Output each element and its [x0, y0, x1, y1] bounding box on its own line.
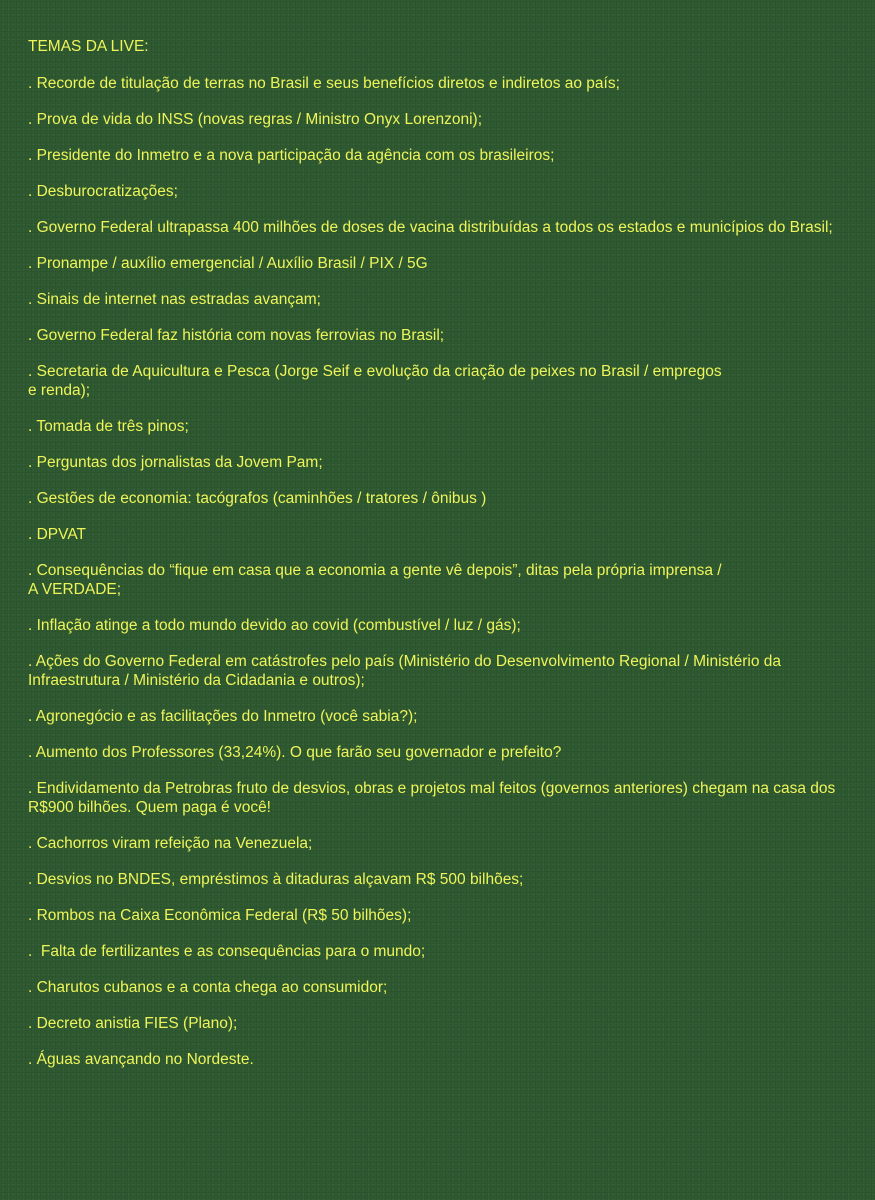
topic-item: . Desburocratizações;: [28, 183, 178, 200]
topic-item: . Ações do Governo Federal em catástrofes pelo país (Ministério do Desenvolvimento Regional / Ministério da Infraestrutura / Ministério da Cidadania e outros);: [28, 653, 786, 689]
topic-item: . Tomada de três pinos;: [28, 418, 189, 435]
topic-item: . Agronegócio e as facilitações do Inmetro (você sabia?);: [28, 708, 418, 725]
topic-item: . Recorde de titulação de terras no Brasil e seus benefícios diretos e indiretos ao país;: [28, 75, 620, 92]
topic-item: . DPVAT: [28, 526, 86, 543]
topic-item: . Decreto anistia FIES (Plano);: [28, 1015, 238, 1032]
topic-item: . Prova de vida do INSS (novas regras / Ministro Onyx Lorenzoni);: [28, 111, 483, 128]
topic-item: . Falta de fertilizantes e as consequências para o mundo;: [28, 943, 426, 960]
document-title: TEMAS DA LIVE:: [28, 38, 149, 55]
topic-item: . Governo Federal faz história com novas ferrovias no Brasil;: [28, 327, 445, 344]
topic-item: . Gestões de economia: tacógrafos (caminhões / tratores / ônibus ): [28, 490, 487, 507]
topic-item: . Pronampe / auxílio emergencial / Auxílio Brasil / PIX / 5G: [28, 255, 428, 272]
topic-item: . Secretaria de Aquicultura e Pesca (Jorge Seif e evolução da criação de peixes no Brasil / empregos e renda);: [28, 363, 722, 399]
topic-item: . Cachorros viram refeição na Venezuela;: [28, 835, 313, 852]
topic-item: . Endividamento da Petrobras fruto de desvios, obras e projetos mal feitos (governos anteriores) chegam na casa dos R$900 bilhões. Quem paga é você!: [28, 780, 840, 816]
topics-list: [28, 74, 838, 1069]
topic-item: . Águas avançando no Nordeste.: [28, 1051, 254, 1068]
topic-item: . Sinais de internet nas estradas avançam;: [28, 291, 321, 308]
topic-item: . Desvios no BNDES, empréstimos à ditaduras alçavam R$ 500 bilhões;: [28, 871, 524, 888]
topic-item: . Rombos na Caixa Econômica Federal (R$ 50 bilhões);: [28, 907, 412, 924]
live-topics-document: [28, 37, 838, 1086]
topic-item: . Perguntas dos jornalistas da Jovem Pam;: [28, 454, 323, 471]
topic-item: . Presidente do Inmetro e a nova participação da agência com os brasileiros;: [28, 147, 555, 164]
topic-item: . Consequências do “fique em casa que a economia a gente vê depois”, ditas pela própria imprensa / A VERDADE;: [28, 562, 722, 598]
topic-item: . Charutos cubanos e a conta chega ao consumidor;: [28, 979, 388, 996]
topic-item: . Aumento dos Professores (33,24%). O que farão seu governador e prefeito?: [28, 744, 562, 761]
topic-item: . Inflação atinge a todo mundo devido ao covid (combustível / luz / gás);: [28, 617, 521, 634]
topic-item: . Governo Federal ultrapassa 400 milhões de doses de vacina distribuídas a todos os estados e municípios do Brasil;: [28, 219, 833, 236]
